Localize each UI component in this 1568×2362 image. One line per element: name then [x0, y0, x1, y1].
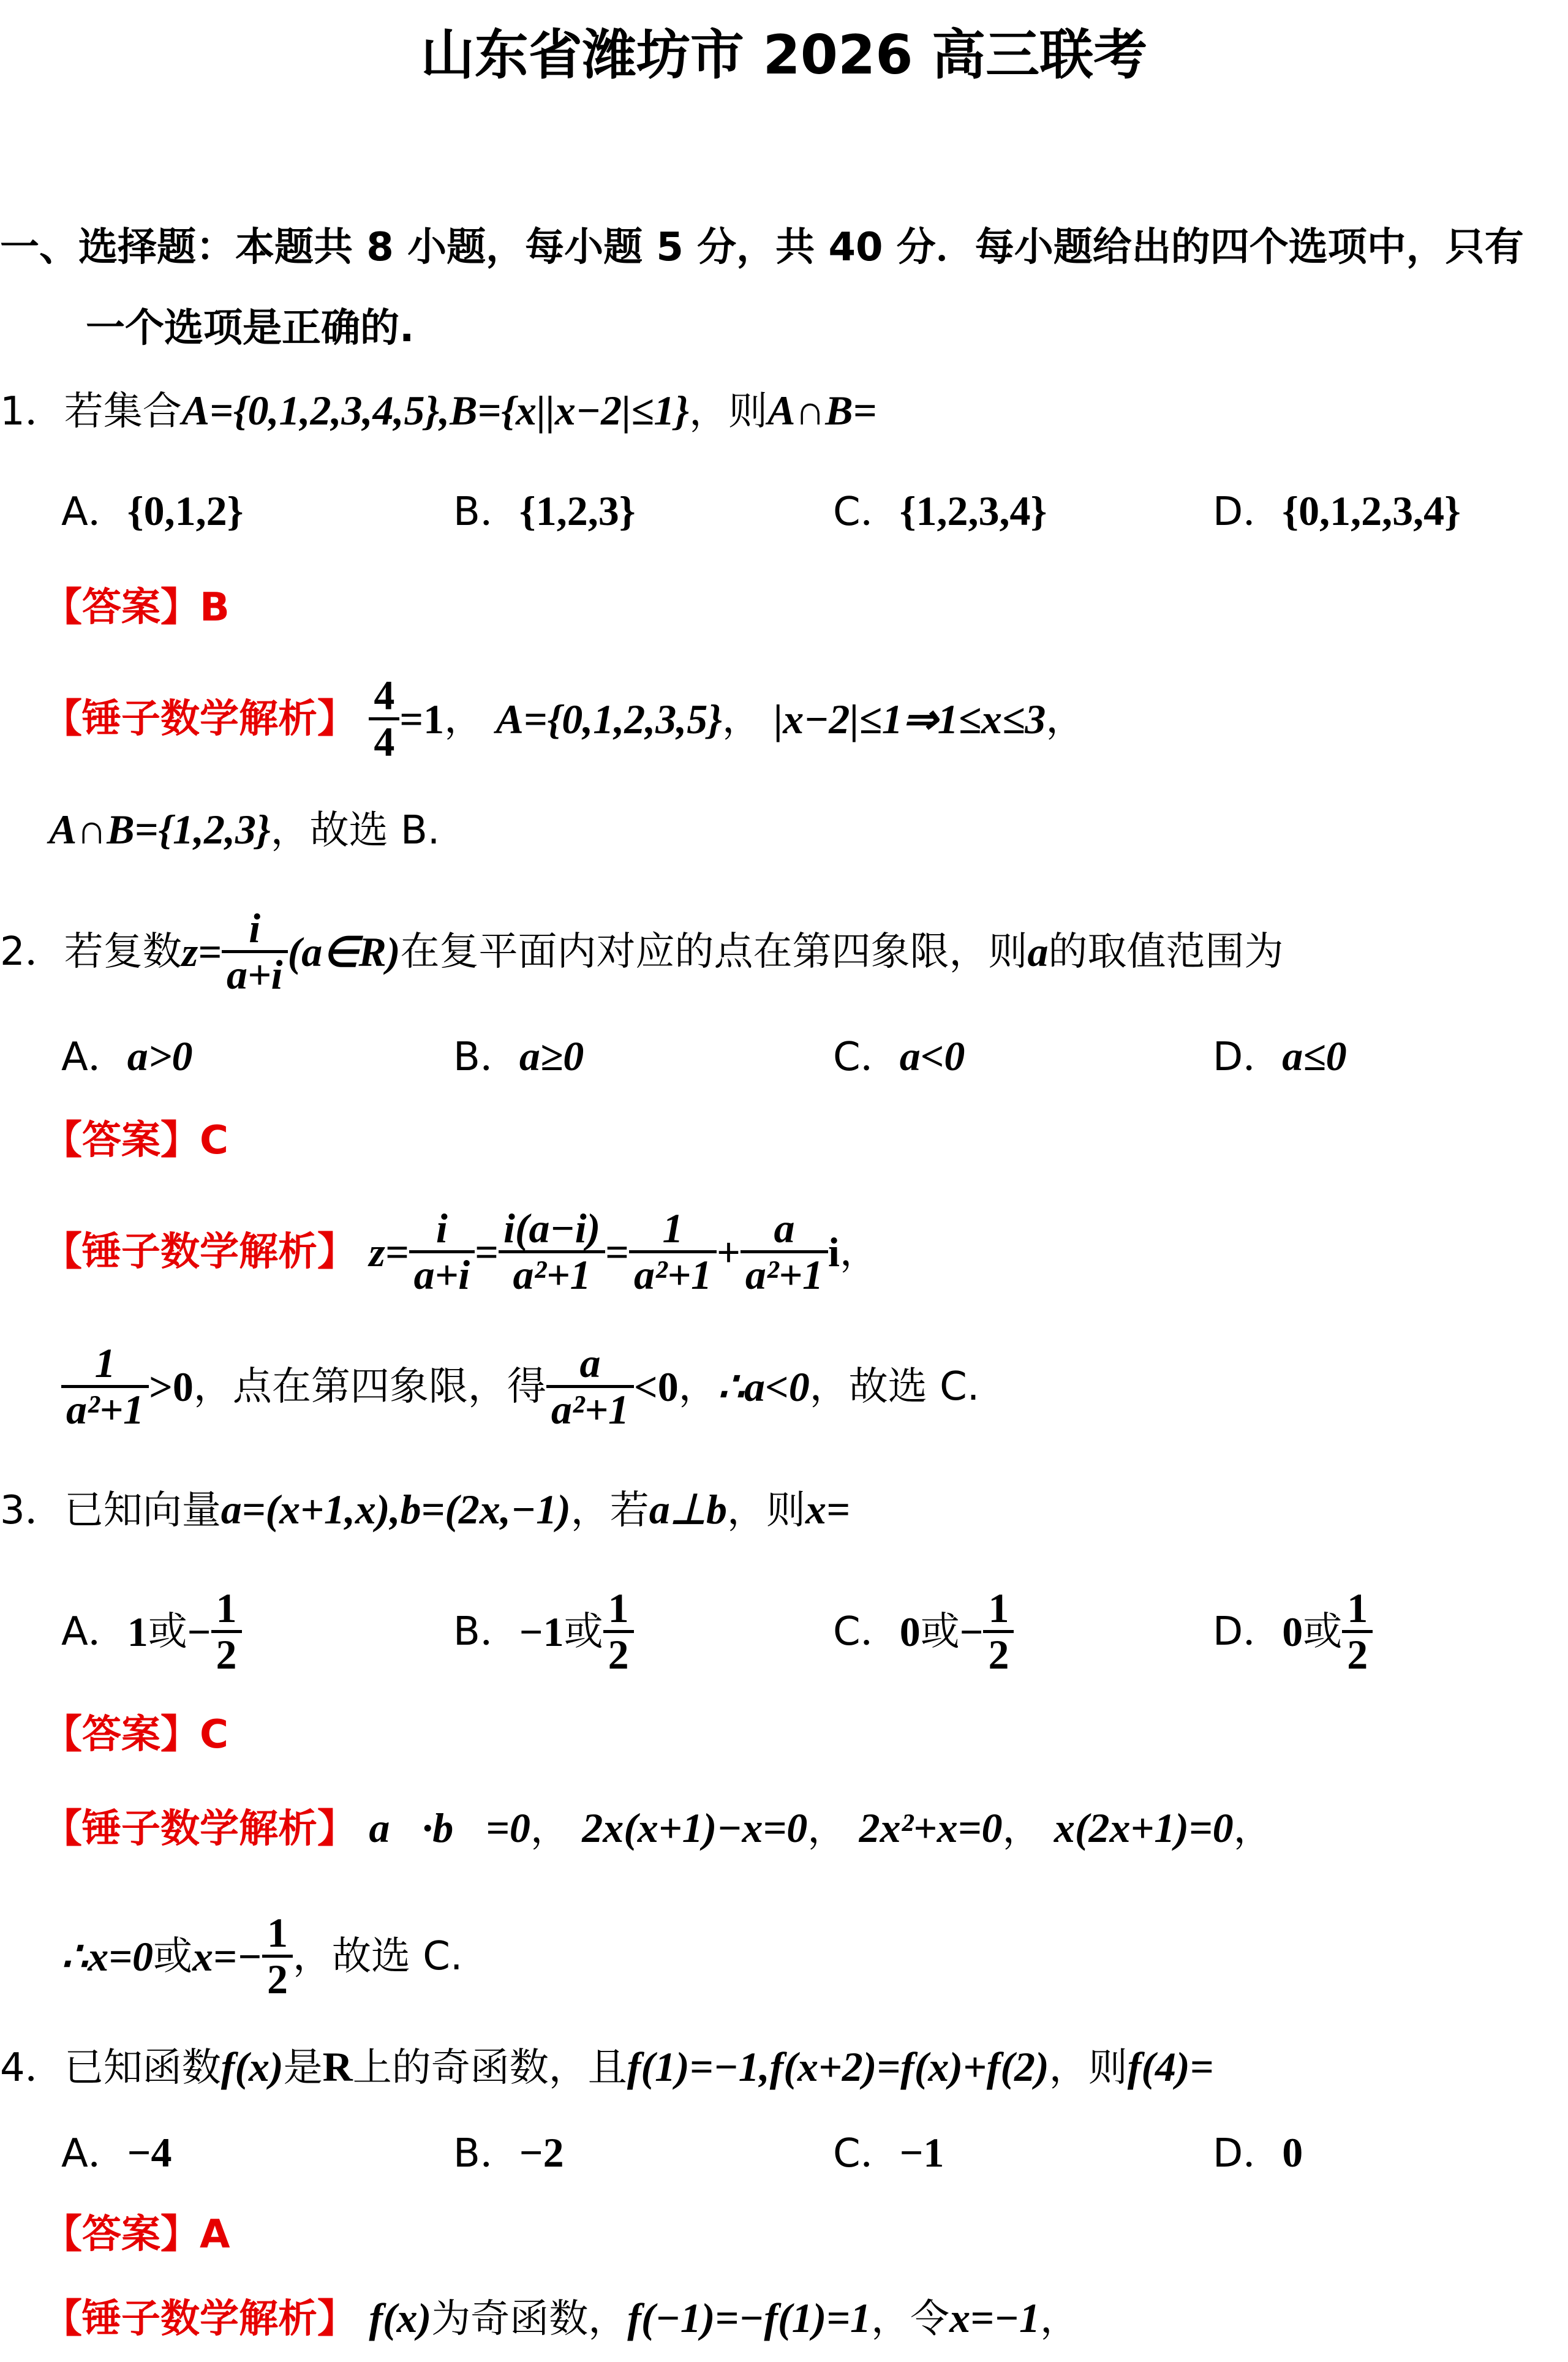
q3-option-d-frac-num: 1 [1342, 1587, 1373, 1633]
q3-sol2-frac-num: 1 [262, 1911, 293, 1958]
q4-answer-value: A [200, 2212, 230, 2257]
q2-analysis-label: 【锤子数学解析】 [43, 1229, 356, 1275]
q2-sol-frac3-num: 1 [629, 1207, 717, 1253]
q1-option-d[interactable] [1213, 488, 1461, 535]
q4-sol-math: f(−1)=−f(1)=1 [627, 2295, 872, 2341]
q4-option-c[interactable] [833, 2129, 944, 2176]
q2-stem-text3: 的取值范围为 [1048, 929, 1284, 975]
q3-option-b-or: 或 [564, 1609, 603, 1655]
q2-sol-frac4 [741, 1207, 828, 1297]
q2-option-c-label: C． [833, 1035, 900, 1080]
q2-sol2-gt: >0 [149, 1363, 194, 1410]
q1-sol2-text: ，故选 B. [270, 808, 440, 853]
q3-stem-text3: ，则 [726, 1488, 805, 1533]
q3-analysis-label: 【锤子数学解析】 [43, 1806, 356, 1852]
q1-number: 1． [0, 389, 64, 434]
q1-analysis-line2 [49, 806, 440, 853]
q3-option-b[interactable] [453, 1587, 634, 1677]
q3-option-b-frac-num: 1 [603, 1587, 634, 1633]
q2-option-a-value: a>0 [127, 1033, 193, 1079]
q4-option-a[interactable] [61, 2129, 172, 2176]
q3-option-a-frac-den: 2 [216, 1631, 237, 1678]
q3-option-d-pre: 0 [1282, 1608, 1303, 1655]
q3-option-a-label: A． [61, 1609, 127, 1655]
q4-analysis-label: 【锤子数学解析】 [43, 2296, 356, 2342]
q2-sol2-sep: ， [678, 1364, 718, 1409]
q1-sol1-a: =1 [399, 695, 445, 742]
q3-option-d-or: 或 [1303, 1609, 1343, 1655]
q1-option-d-label: D． [1213, 489, 1283, 535]
q3-answer-prefix: 【答案】 [43, 1712, 200, 1757]
q2-option-a-label: A． [61, 1035, 127, 1080]
section-heading: 一、选择题：本题共 8 小题，每小题 5 分，共 40 分．每小题给出的四个选项中，只有 [0, 225, 1524, 270]
q2-sol2-frac1-num: 1 [61, 1341, 149, 1388]
q4-option-b[interactable] [453, 2129, 564, 2176]
q3-option-a-frac-num: 1 [211, 1587, 242, 1633]
q1-option-c-label: C． [833, 489, 900, 535]
q4-stem-text4: ，则 [1049, 2045, 1128, 2091]
section-heading-cont: 一个选项是正确的. [86, 306, 415, 351]
q3-sol2-a: ∴x=0 [61, 1933, 154, 1980]
q4-stem [0, 2043, 1214, 2091]
q2-answer-value: C [200, 1118, 228, 1163]
q3-option-c-pre: 0 [899, 1608, 921, 1655]
q4-stem-text3: 上的奇函数，且 [352, 2045, 627, 2091]
q3-option-c[interactable] [833, 1587, 1014, 1677]
q2-sol2-lt: <0 [634, 1363, 679, 1410]
q1-option-a-value: {0,1,2} [127, 488, 244, 534]
q2-sol-frac4-num: a [741, 1207, 828, 1253]
q3-option-a-or: 或 [148, 1609, 187, 1655]
q3-option-b-frac-den: 2 [608, 1631, 629, 1678]
q2-sol-comma: ， [839, 1229, 879, 1275]
q2-sol-frac2-den: a²+1 [513, 1251, 591, 1299]
q3-stem-math: a=(x+1,x),b=(2x,−1) [221, 1486, 571, 1533]
q4-stem-text2: 是 [283, 2045, 323, 2091]
q2-sol2-frac2-den: a²+1 [551, 1386, 630, 1433]
q2-analysis-line1 [43, 1207, 879, 1297]
q3-sol2-frac [262, 1911, 293, 2002]
q3-sol2-end: ，故选 C. [292, 1933, 463, 1979]
q2-sol-frac1 [409, 1207, 475, 1297]
q3-stem-text: 已知向量 [64, 1488, 221, 1533]
q3-sol2-frac-den: 2 [266, 1956, 288, 2003]
q2-sol2-frac2-num: a [546, 1341, 634, 1388]
q3-answer [43, 1712, 228, 1757]
q4-option-c-value: −1 [899, 2129, 944, 2176]
q2-sol-frac2 [499, 1207, 605, 1297]
q3-option-d-frac-den: 2 [1347, 1631, 1368, 1678]
q4-stem-math2: f(4)= [1127, 2043, 1214, 2090]
q3-option-d[interactable] [1213, 1587, 1373, 1677]
q2-sol2-frac2 [546, 1341, 634, 1432]
q3-sol1-sep2: ， [807, 1806, 847, 1852]
q1-stem-text: 若集合 [64, 389, 182, 434]
q2-stem-frac-num: i [222, 907, 288, 953]
q3-analysis-line1 [43, 1805, 1273, 1852]
q3-option-c-or: 或 [920, 1609, 960, 1655]
q1-sol2-math: A∩B={1,2,3} [49, 806, 271, 853]
q2-sol2-frac1 [61, 1341, 149, 1432]
q3-option-c-label: C． [833, 1609, 900, 1655]
q1-fraction-num: 4 [369, 674, 399, 720]
q3-sol1-b: 2x(x+1)−x=0 [582, 1805, 808, 1851]
q3-option-c-sign: − [959, 1608, 984, 1655]
q2-answer-prefix: 【答案】 [43, 1118, 200, 1163]
q2-stem-a: a [1027, 928, 1049, 975]
q3-option-c-frac-den: 2 [988, 1631, 1009, 1678]
q1-fraction [369, 674, 399, 764]
q4-answer [43, 2212, 230, 2257]
q4-option-d-value: 0 [1282, 2129, 1303, 2176]
q1-answer-prefix: 【答案】 [43, 585, 200, 630]
q2-sol2-frac1-den: a²+1 [66, 1386, 145, 1433]
q3-sol1-sep4: ， [1233, 1806, 1273, 1852]
q1-stem-math: A={0,1,2,3,4,5},B={x||x−2|≤1} [181, 387, 690, 434]
q4-sol-f: f(x) [369, 2295, 432, 2341]
q3-number: 3． [0, 1488, 64, 1533]
q2-sol-frac3-den: a²+1 [633, 1251, 712, 1299]
q2-sol-z: z= [369, 1228, 409, 1275]
q4-number: 4． [0, 2045, 64, 2091]
q2-sol-frac4-den: a²+1 [745, 1251, 824, 1299]
q1-analysis-label: 【锤子数学解析】 [43, 696, 356, 742]
q2-option-c[interactable] [833, 1033, 965, 1080]
q3-stem-x: x= [805, 1486, 850, 1533]
q4-sol-math2: x=−1 [949, 2295, 1041, 2341]
q1-sol1-sep3: ， [1046, 696, 1085, 742]
q3-answer-value: C [200, 1712, 228, 1757]
q4-option-d-label: D． [1213, 2131, 1283, 2176]
q1-option-b-label: B． [453, 489, 519, 535]
q2-stem-fraction [222, 907, 288, 997]
q4-analysis-line1 [43, 2295, 1080, 2342]
q2-number: 2． [0, 929, 64, 975]
q2-option-d-label: D． [1213, 1035, 1283, 1080]
q2-sol2-end: ，故选 C. [809, 1364, 980, 1409]
q3-option-a-frac [211, 1587, 242, 1677]
q2-option-b-label: B． [453, 1035, 519, 1080]
q4-option-a-label: A． [61, 2131, 127, 2176]
q1-stem-tail: ，则 [689, 389, 768, 434]
q4-stem-math: f(1)=−1,f(x+2)=f(x)+f(2) [627, 2043, 1049, 2090]
q3-option-a-sign: − [187, 1608, 211, 1655]
q3-stem-perp: a⊥b [649, 1486, 727, 1533]
q2-sol-eq1: = [475, 1228, 499, 1275]
q1-sol1-sep2: ， [722, 696, 761, 742]
q2-stem-text2: 在复平面内对应的点在第四象限，则 [400, 929, 1028, 975]
q1-analysis-line1 [43, 674, 1085, 764]
q3-sol2-or: 或 [153, 1933, 193, 1979]
q1-option-a-label: A． [61, 489, 127, 535]
q2-sol-frac1-num: i [409, 1207, 475, 1253]
q2-sol-frac3 [629, 1207, 717, 1297]
q2-option-c-value: a<0 [899, 1033, 965, 1079]
q4-option-b-value: −2 [519, 2129, 564, 2176]
q1-option-a[interactable] [61, 488, 244, 535]
q4-sol-text: 为奇函数， [431, 2296, 628, 2342]
q3-sol1-d: x(2x+1)=0 [1054, 1805, 1234, 1851]
q4-sol-text2: ，令 [871, 2296, 950, 2342]
q4-option-a-value: −4 [127, 2129, 172, 2176]
q4-stem-f: f(x) [221, 2043, 284, 2090]
q2-analysis-line2 [61, 1341, 979, 1432]
q2-sol-frac1-den: a+i [413, 1251, 470, 1299]
q4-answer-prefix: 【答案】 [43, 2212, 200, 2257]
q2-option-d[interactable] [1213, 1033, 1347, 1080]
q3-sol2-b: x=− [192, 1933, 262, 1980]
q2-sol-plus: + [717, 1228, 741, 1275]
q4-sol-end: ， [1040, 2296, 1080, 2342]
q4-stem-text: 已知函数 [64, 2045, 221, 2091]
q1-sol1-sep1: ， [444, 696, 484, 742]
q2-sol-i: i [828, 1228, 840, 1275]
page-title: 山东省潍坊市 2026 高三联考 [420, 23, 1148, 86]
q2-option-a[interactable] [61, 1033, 193, 1080]
q2-stem-z: z= [181, 928, 222, 975]
q2-sol-frac2-num: i(a−i) [499, 1207, 605, 1253]
q2-option-b-value: a≥0 [519, 1033, 584, 1079]
q3-sol1-sep1: ， [530, 1806, 570, 1852]
q1-option-b-value: {1,2,3} [519, 488, 636, 534]
q1-stem-math2: A∩B= [767, 387, 877, 434]
q4-stem-R: R [322, 2043, 353, 2090]
q2-option-d-value: a≤0 [1282, 1033, 1347, 1079]
q4-option-c-label: C． [833, 2131, 900, 2176]
q1-sol1-b: A={0,1,2,3,5} [496, 695, 722, 742]
q3-sol1-c: 2x²+x=0 [859, 1805, 1003, 1851]
q3-analysis-line2 [61, 1911, 462, 2002]
q1-stem [0, 387, 877, 434]
q2-stem-paren: (a∈R) [287, 928, 401, 975]
q1-option-c[interactable] [833, 488, 1047, 535]
q2-option-b[interactable] [453, 1033, 584, 1080]
q2-answer [43, 1118, 228, 1163]
q2-sol2-text: ，点在第四象限，得 [193, 1364, 546, 1409]
q3-option-c-frac-num: 1 [983, 1587, 1014, 1633]
q3-sol1-sep3: ， [1002, 1806, 1042, 1852]
q1-answer-value: B [200, 585, 230, 630]
q1-fraction-den: 4 [374, 719, 395, 766]
q1-option-d-value: {0,1,2,3,4} [1282, 488, 1461, 534]
q3-option-a-pre: 1 [127, 1608, 148, 1655]
q1-answer [43, 585, 230, 630]
q3-option-b-pre: −1 [519, 1608, 564, 1655]
q1-option-b[interactable] [453, 488, 636, 535]
q3-option-d-frac [1342, 1587, 1373, 1677]
q3-stem-text2: ，若 [570, 1488, 649, 1533]
q3-option-b-label: B． [453, 1609, 519, 1655]
q3-option-a[interactable] [61, 1587, 242, 1677]
q4-option-b-label: B． [453, 2131, 519, 2176]
q4-option-d[interactable] [1213, 2129, 1303, 2176]
q3-option-c-frac [983, 1587, 1014, 1677]
q3-stem [0, 1486, 850, 1533]
q3-option-d-label: D． [1213, 1609, 1283, 1655]
q3-option-b-frac [603, 1587, 634, 1677]
q2-sol2-therefore: ∴a<0 [717, 1363, 810, 1410]
q2-stem-frac-den: a+i [226, 951, 283, 998]
q2-sol-eq2: = [605, 1228, 629, 1275]
q1-option-c-value: {1,2,3,4} [899, 488, 1047, 534]
q2-stem-text: 若复数 [64, 929, 182, 975]
q2-stem [0, 907, 1283, 997]
q1-sol1-c: |x−2|≤1⇒1≤x≤3 [774, 695, 1046, 742]
q3-sol1: a⃗·b⃗=0 [369, 1805, 530, 1851]
